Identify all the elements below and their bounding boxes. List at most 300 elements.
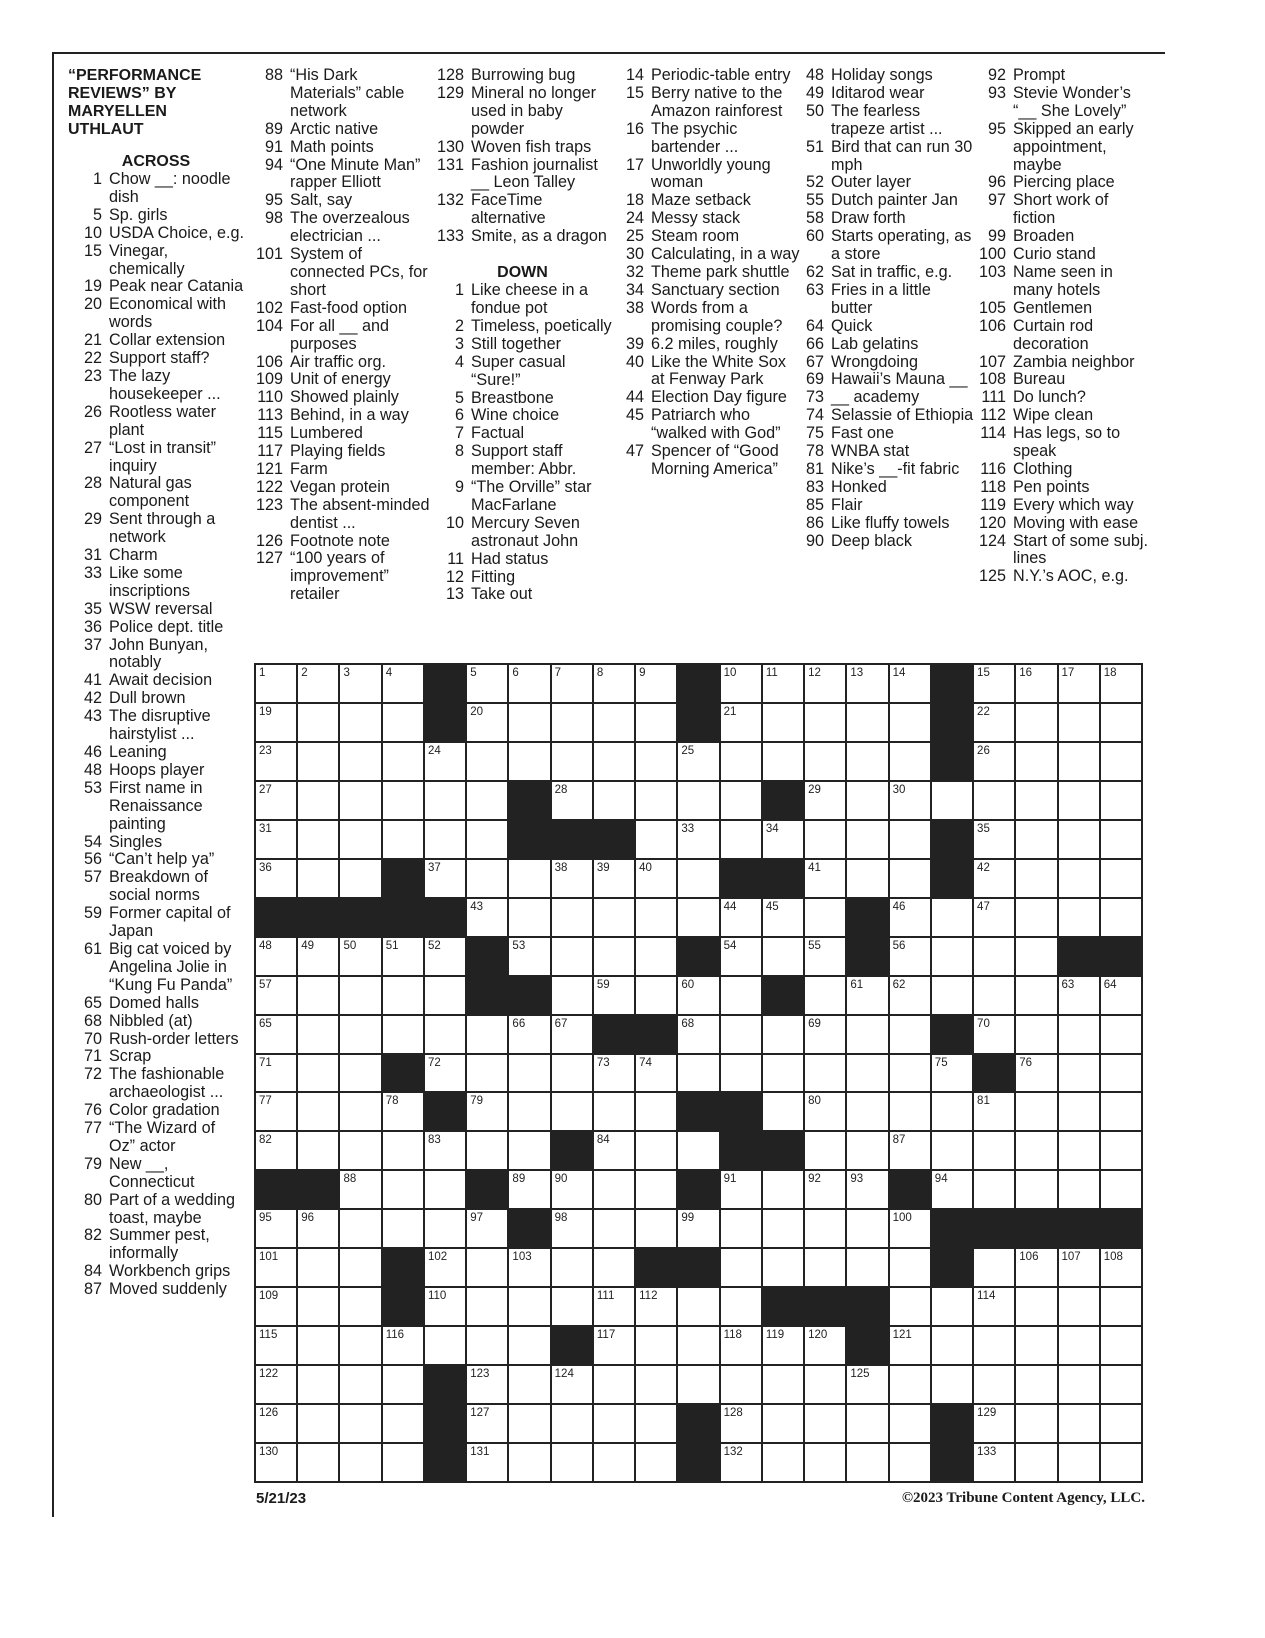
grid-cell[interactable] bbox=[552, 1171, 592, 1208]
grid-cell[interactable] bbox=[974, 704, 1014, 741]
grid-cell[interactable] bbox=[383, 977, 423, 1014]
grid-cell[interactable] bbox=[552, 899, 592, 936]
grid-cell[interactable] bbox=[636, 1132, 676, 1169]
grid-cell[interactable] bbox=[467, 1366, 507, 1403]
grid-cell[interactable] bbox=[721, 1249, 761, 1286]
grid-cell[interactable] bbox=[678, 1016, 718, 1053]
grid-cell[interactable] bbox=[340, 1093, 380, 1130]
grid-cell[interactable] bbox=[1101, 1405, 1141, 1442]
grid-cell[interactable] bbox=[1059, 1055, 1099, 1092]
grid-cell[interactable] bbox=[340, 977, 380, 1014]
grid-cell[interactable] bbox=[763, 1444, 803, 1481]
grid-cell[interactable] bbox=[383, 704, 423, 741]
grid-cell[interactable] bbox=[467, 899, 507, 936]
grid-cell[interactable] bbox=[721, 1444, 761, 1481]
grid-cell[interactable] bbox=[509, 1055, 549, 1092]
grid-cell[interactable] bbox=[1101, 1327, 1141, 1364]
grid-cell[interactable] bbox=[1101, 1171, 1141, 1208]
grid-cell[interactable] bbox=[890, 977, 930, 1014]
grid-cell[interactable] bbox=[383, 821, 423, 858]
grid-cell[interactable] bbox=[256, 1366, 296, 1403]
grid-cell[interactable] bbox=[425, 743, 465, 780]
grid-cell[interactable] bbox=[467, 1210, 507, 1247]
grid-cell[interactable] bbox=[552, 1288, 592, 1325]
grid-cell[interactable] bbox=[256, 1016, 296, 1053]
grid-cell[interactable] bbox=[425, 1055, 465, 1092]
grid-cell[interactable] bbox=[425, 938, 465, 975]
grid-cell[interactable] bbox=[932, 899, 972, 936]
grid-cell[interactable] bbox=[298, 782, 338, 819]
grid-cell[interactable] bbox=[552, 1210, 592, 1247]
grid-cell[interactable] bbox=[594, 1132, 634, 1169]
grid-cell[interactable] bbox=[974, 1093, 1014, 1130]
grid-cell[interactable] bbox=[678, 821, 718, 858]
grid-cell[interactable] bbox=[340, 1210, 380, 1247]
grid-cell[interactable] bbox=[847, 977, 887, 1014]
grid-cell[interactable] bbox=[552, 1249, 592, 1286]
grid-cell[interactable] bbox=[678, 899, 718, 936]
grid-cell[interactable] bbox=[1059, 1132, 1099, 1169]
grid-cell[interactable] bbox=[847, 1210, 887, 1247]
grid-cell[interactable] bbox=[1016, 1327, 1056, 1364]
grid-cell[interactable] bbox=[1016, 860, 1056, 897]
grid-cell[interactable] bbox=[974, 1405, 1014, 1442]
grid-cell[interactable] bbox=[298, 977, 338, 1014]
grid-cell[interactable] bbox=[1059, 1405, 1099, 1442]
grid-cell[interactable] bbox=[256, 1327, 296, 1364]
grid-cell[interactable] bbox=[298, 938, 338, 975]
grid-cell[interactable] bbox=[974, 938, 1014, 975]
grid-cell[interactable] bbox=[298, 1327, 338, 1364]
grid-cell[interactable] bbox=[1059, 821, 1099, 858]
grid-cell[interactable] bbox=[467, 1327, 507, 1364]
grid-cell[interactable] bbox=[509, 1366, 549, 1403]
grid-cell[interactable] bbox=[509, 1444, 549, 1481]
grid-cell[interactable] bbox=[805, 821, 845, 858]
grid-cell[interactable] bbox=[974, 782, 1014, 819]
grid-cell[interactable] bbox=[340, 821, 380, 858]
grid-cell[interactable] bbox=[678, 1210, 718, 1247]
grid-cell[interactable] bbox=[1016, 1405, 1056, 1442]
grid-cell[interactable] bbox=[425, 1288, 465, 1325]
grid-cell[interactable] bbox=[890, 1016, 930, 1053]
grid-cell[interactable] bbox=[932, 1093, 972, 1130]
grid-cell[interactable] bbox=[805, 1249, 845, 1286]
grid-cell[interactable] bbox=[932, 938, 972, 975]
grid-cell[interactable] bbox=[678, 1327, 718, 1364]
grid-cell[interactable] bbox=[298, 1016, 338, 1053]
grid-cell[interactable] bbox=[1059, 704, 1099, 741]
grid-cell[interactable] bbox=[1059, 860, 1099, 897]
grid-cell[interactable] bbox=[763, 821, 803, 858]
grid-cell[interactable] bbox=[383, 1366, 423, 1403]
grid-cell[interactable] bbox=[678, 1132, 718, 1169]
grid-cell[interactable] bbox=[552, 1444, 592, 1481]
grid-cell[interactable] bbox=[1059, 743, 1099, 780]
grid-cell[interactable] bbox=[974, 977, 1014, 1014]
grid-cell[interactable] bbox=[1016, 977, 1056, 1014]
grid-cell[interactable] bbox=[1101, 977, 1141, 1014]
grid-cell[interactable] bbox=[678, 1055, 718, 1092]
grid-cell[interactable] bbox=[383, 1132, 423, 1169]
grid-cell[interactable] bbox=[763, 704, 803, 741]
grid-cell[interactable] bbox=[974, 743, 1014, 780]
grid-cell[interactable] bbox=[636, 1444, 676, 1481]
grid-cell[interactable] bbox=[932, 1132, 972, 1169]
grid-cell[interactable] bbox=[678, 977, 718, 1014]
grid-cell[interactable] bbox=[383, 1210, 423, 1247]
grid-cell[interactable] bbox=[763, 1093, 803, 1130]
grid-cell[interactable] bbox=[340, 1288, 380, 1325]
grid-cell[interactable] bbox=[425, 977, 465, 1014]
grid-cell[interactable] bbox=[890, 938, 930, 975]
grid-cell[interactable] bbox=[678, 1288, 718, 1325]
grid-cell[interactable] bbox=[298, 1055, 338, 1092]
grid-cell[interactable] bbox=[467, 743, 507, 780]
grid-cell[interactable] bbox=[721, 1366, 761, 1403]
grid-cell[interactable] bbox=[805, 1327, 845, 1364]
grid-cell[interactable] bbox=[1059, 665, 1099, 702]
grid-cell[interactable] bbox=[340, 1327, 380, 1364]
grid-cell[interactable] bbox=[721, 1327, 761, 1364]
grid-cell[interactable] bbox=[594, 1366, 634, 1403]
grid-cell[interactable] bbox=[467, 704, 507, 741]
grid-cell[interactable] bbox=[1016, 1132, 1056, 1169]
grid-cell[interactable] bbox=[721, 1016, 761, 1053]
grid-cell[interactable] bbox=[763, 1016, 803, 1053]
grid-cell[interactable] bbox=[467, 1055, 507, 1092]
grid-cell[interactable] bbox=[552, 1366, 592, 1403]
grid-cell[interactable] bbox=[256, 1288, 296, 1325]
grid-cell[interactable] bbox=[847, 665, 887, 702]
grid-cell[interactable] bbox=[721, 821, 761, 858]
grid-cell[interactable] bbox=[636, 743, 676, 780]
grid-cell[interactable] bbox=[678, 1366, 718, 1403]
grid-cell[interactable] bbox=[509, 1327, 549, 1364]
grid-cell[interactable] bbox=[932, 1055, 972, 1092]
grid-cell[interactable] bbox=[383, 782, 423, 819]
grid-cell[interactable] bbox=[805, 1210, 845, 1247]
grid-cell[interactable] bbox=[594, 1171, 634, 1208]
grid-cell[interactable] bbox=[890, 1093, 930, 1130]
grid-cell[interactable] bbox=[425, 1327, 465, 1364]
grid-cell[interactable] bbox=[256, 1132, 296, 1169]
grid-cell[interactable] bbox=[636, 977, 676, 1014]
grid-cell[interactable] bbox=[1016, 1249, 1056, 1286]
grid-cell[interactable] bbox=[763, 1405, 803, 1442]
grid-cell[interactable] bbox=[1059, 1366, 1099, 1403]
grid-cell[interactable] bbox=[594, 1444, 634, 1481]
grid-cell[interactable] bbox=[1016, 1016, 1056, 1053]
grid-cell[interactable] bbox=[340, 1444, 380, 1481]
grid-cell[interactable] bbox=[425, 1210, 465, 1247]
grid-cell[interactable] bbox=[847, 1093, 887, 1130]
grid-cell[interactable] bbox=[805, 1132, 845, 1169]
grid-cell[interactable] bbox=[805, 1016, 845, 1053]
grid-cell[interactable] bbox=[594, 1055, 634, 1092]
grid-cell[interactable] bbox=[340, 665, 380, 702]
grid-cell[interactable] bbox=[298, 1288, 338, 1325]
grid-cell[interactable] bbox=[383, 1016, 423, 1053]
grid-cell[interactable] bbox=[763, 1210, 803, 1247]
grid-cell[interactable] bbox=[847, 821, 887, 858]
grid-cell[interactable] bbox=[847, 1366, 887, 1403]
grid-cell[interactable] bbox=[509, 1132, 549, 1169]
grid-cell[interactable] bbox=[467, 782, 507, 819]
grid-cell[interactable] bbox=[552, 743, 592, 780]
grid-cell[interactable] bbox=[636, 704, 676, 741]
grid-cell[interactable] bbox=[636, 1366, 676, 1403]
grid-cell[interactable] bbox=[594, 899, 634, 936]
grid-cell[interactable] bbox=[552, 704, 592, 741]
grid-cell[interactable] bbox=[890, 821, 930, 858]
grid-cell[interactable] bbox=[425, 782, 465, 819]
grid-cell[interactable] bbox=[932, 782, 972, 819]
grid-cell[interactable] bbox=[890, 1288, 930, 1325]
grid-cell[interactable] bbox=[805, 899, 845, 936]
grid-cell[interactable] bbox=[847, 1171, 887, 1208]
grid-cell[interactable] bbox=[552, 938, 592, 975]
grid-cell[interactable] bbox=[256, 1093, 296, 1130]
grid-cell[interactable] bbox=[721, 938, 761, 975]
grid-cell[interactable] bbox=[383, 1327, 423, 1364]
grid-cell[interactable] bbox=[1059, 1016, 1099, 1053]
grid-cell[interactable] bbox=[340, 704, 380, 741]
grid-cell[interactable] bbox=[509, 1288, 549, 1325]
grid-cell[interactable] bbox=[1016, 1093, 1056, 1130]
grid-cell[interactable] bbox=[805, 977, 845, 1014]
grid-cell[interactable] bbox=[636, 1055, 676, 1092]
grid-cell[interactable] bbox=[1101, 1288, 1141, 1325]
grid-cell[interactable] bbox=[890, 860, 930, 897]
grid-cell[interactable] bbox=[298, 1366, 338, 1403]
grid-cell[interactable] bbox=[298, 860, 338, 897]
grid-cell[interactable] bbox=[298, 1132, 338, 1169]
grid-cell[interactable] bbox=[256, 938, 296, 975]
grid-cell[interactable] bbox=[636, 821, 676, 858]
grid-cell[interactable] bbox=[847, 1444, 887, 1481]
grid-cell[interactable] bbox=[932, 1366, 972, 1403]
grid-cell[interactable] bbox=[763, 899, 803, 936]
grid-cell[interactable] bbox=[847, 743, 887, 780]
grid-cell[interactable] bbox=[890, 1210, 930, 1247]
grid-cell[interactable] bbox=[974, 1249, 1014, 1286]
grid-cell[interactable] bbox=[383, 1171, 423, 1208]
grid-cell[interactable] bbox=[552, 1016, 592, 1053]
grid-cell[interactable] bbox=[636, 1405, 676, 1442]
grid-cell[interactable] bbox=[805, 1444, 845, 1481]
grid-cell[interactable] bbox=[298, 1093, 338, 1130]
grid-cell[interactable] bbox=[256, 1055, 296, 1092]
grid-cell[interactable] bbox=[678, 743, 718, 780]
grid-cell[interactable] bbox=[594, 977, 634, 1014]
grid-cell[interactable] bbox=[425, 1016, 465, 1053]
grid-cell[interactable] bbox=[383, 1444, 423, 1481]
grid-cell[interactable] bbox=[383, 1405, 423, 1442]
grid-cell[interactable] bbox=[805, 782, 845, 819]
grid-cell[interactable] bbox=[763, 665, 803, 702]
grid-cell[interactable] bbox=[1059, 977, 1099, 1014]
grid-cell[interactable] bbox=[467, 1016, 507, 1053]
grid-cell[interactable] bbox=[721, 782, 761, 819]
grid-cell[interactable] bbox=[298, 821, 338, 858]
grid-cell[interactable] bbox=[340, 1249, 380, 1286]
grid-cell[interactable] bbox=[1016, 1171, 1056, 1208]
grid-cell[interactable] bbox=[594, 782, 634, 819]
grid-cell[interactable] bbox=[721, 899, 761, 936]
grid-cell[interactable] bbox=[636, 1093, 676, 1130]
grid-cell[interactable] bbox=[974, 899, 1014, 936]
grid-cell[interactable] bbox=[1101, 1055, 1141, 1092]
grid-cell[interactable] bbox=[805, 704, 845, 741]
grid-cell[interactable] bbox=[1101, 1366, 1141, 1403]
grid-cell[interactable] bbox=[552, 1405, 592, 1442]
grid-cell[interactable] bbox=[847, 704, 887, 741]
grid-cell[interactable] bbox=[1059, 899, 1099, 936]
grid-cell[interactable] bbox=[890, 1327, 930, 1364]
grid-cell[interactable] bbox=[467, 1093, 507, 1130]
grid-cell[interactable] bbox=[678, 782, 718, 819]
grid-cell[interactable] bbox=[1101, 1444, 1141, 1481]
grid-cell[interactable] bbox=[932, 977, 972, 1014]
grid-cell[interactable] bbox=[256, 860, 296, 897]
grid-cell[interactable] bbox=[1016, 1444, 1056, 1481]
grid-cell[interactable] bbox=[298, 1405, 338, 1442]
grid-cell[interactable] bbox=[467, 821, 507, 858]
grid-cell[interactable] bbox=[847, 782, 887, 819]
grid-cell[interactable] bbox=[763, 1366, 803, 1403]
grid-cell[interactable] bbox=[383, 938, 423, 975]
grid-cell[interactable] bbox=[256, 1405, 296, 1442]
grid-cell[interactable] bbox=[721, 704, 761, 741]
grid-cell[interactable] bbox=[763, 1327, 803, 1364]
grid-cell[interactable] bbox=[1016, 938, 1056, 975]
grid-cell[interactable] bbox=[1059, 1249, 1099, 1286]
grid-cell[interactable] bbox=[509, 1405, 549, 1442]
grid-cell[interactable] bbox=[763, 743, 803, 780]
grid-cell[interactable] bbox=[467, 1288, 507, 1325]
grid-cell[interactable] bbox=[974, 665, 1014, 702]
grid-cell[interactable] bbox=[467, 1249, 507, 1286]
grid-cell[interactable] bbox=[467, 1405, 507, 1442]
grid-cell[interactable] bbox=[256, 1210, 296, 1247]
grid-cell[interactable] bbox=[1016, 704, 1056, 741]
grid-cell[interactable] bbox=[1059, 1327, 1099, 1364]
grid-cell[interactable] bbox=[974, 1016, 1014, 1053]
grid-cell[interactable] bbox=[594, 743, 634, 780]
grid-cell[interactable] bbox=[298, 1210, 338, 1247]
grid-cell[interactable] bbox=[721, 743, 761, 780]
grid-cell[interactable] bbox=[1059, 1288, 1099, 1325]
grid-cell[interactable] bbox=[805, 1171, 845, 1208]
grid-cell[interactable] bbox=[1016, 1055, 1056, 1092]
grid-cell[interactable] bbox=[298, 1444, 338, 1481]
grid-cell[interactable] bbox=[805, 860, 845, 897]
grid-cell[interactable] bbox=[932, 1327, 972, 1364]
grid-cell[interactable] bbox=[1016, 665, 1056, 702]
grid-cell[interactable] bbox=[721, 665, 761, 702]
grid-cell[interactable] bbox=[805, 743, 845, 780]
grid-cell[interactable] bbox=[847, 1016, 887, 1053]
grid-cell[interactable] bbox=[509, 1171, 549, 1208]
grid-cell[interactable] bbox=[340, 782, 380, 819]
grid-cell[interactable] bbox=[425, 860, 465, 897]
grid-cell[interactable] bbox=[509, 899, 549, 936]
grid-cell[interactable] bbox=[636, 1171, 676, 1208]
grid-cell[interactable] bbox=[594, 938, 634, 975]
grid-cell[interactable] bbox=[594, 1093, 634, 1130]
grid-cell[interactable] bbox=[890, 1055, 930, 1092]
grid-cell[interactable] bbox=[256, 821, 296, 858]
grid-cell[interactable] bbox=[805, 1093, 845, 1130]
grid-cell[interactable] bbox=[721, 1210, 761, 1247]
grid-cell[interactable] bbox=[509, 1249, 549, 1286]
grid-cell[interactable] bbox=[340, 1016, 380, 1053]
grid-cell[interactable] bbox=[298, 1249, 338, 1286]
grid-cell[interactable] bbox=[256, 743, 296, 780]
grid-cell[interactable] bbox=[552, 1093, 592, 1130]
grid-cell[interactable] bbox=[1016, 782, 1056, 819]
grid-cell[interactable] bbox=[974, 1288, 1014, 1325]
grid-cell[interactable] bbox=[974, 821, 1014, 858]
grid-cell[interactable] bbox=[509, 743, 549, 780]
grid-cell[interactable] bbox=[974, 1171, 1014, 1208]
grid-cell[interactable] bbox=[340, 743, 380, 780]
grid-cell[interactable] bbox=[1101, 860, 1141, 897]
grid-cell[interactable] bbox=[890, 743, 930, 780]
grid-cell[interactable] bbox=[721, 1288, 761, 1325]
grid-cell[interactable] bbox=[1016, 899, 1056, 936]
grid-cell[interactable] bbox=[805, 1055, 845, 1092]
grid-cell[interactable] bbox=[721, 1405, 761, 1442]
grid-cell[interactable] bbox=[594, 1405, 634, 1442]
grid-cell[interactable] bbox=[1101, 665, 1141, 702]
grid-cell[interactable] bbox=[467, 665, 507, 702]
grid-cell[interactable] bbox=[890, 899, 930, 936]
grid-cell[interactable] bbox=[1016, 743, 1056, 780]
grid-cell[interactable] bbox=[425, 1132, 465, 1169]
grid-cell[interactable] bbox=[805, 1405, 845, 1442]
grid-cell[interactable] bbox=[721, 977, 761, 1014]
grid-cell[interactable] bbox=[594, 1210, 634, 1247]
grid-cell[interactable] bbox=[552, 977, 592, 1014]
grid-cell[interactable] bbox=[383, 665, 423, 702]
grid-cell[interactable] bbox=[890, 1132, 930, 1169]
grid-cell[interactable] bbox=[974, 1327, 1014, 1364]
grid-cell[interactable] bbox=[298, 704, 338, 741]
grid-cell[interactable] bbox=[340, 860, 380, 897]
grid-cell[interactable] bbox=[1016, 821, 1056, 858]
grid-cell[interactable] bbox=[974, 1366, 1014, 1403]
grid-cell[interactable] bbox=[636, 860, 676, 897]
grid-cell[interactable] bbox=[974, 1444, 1014, 1481]
grid-cell[interactable] bbox=[256, 704, 296, 741]
grid-cell[interactable] bbox=[932, 1171, 972, 1208]
grid-cell[interactable] bbox=[721, 1171, 761, 1208]
grid-cell[interactable] bbox=[636, 938, 676, 975]
grid-cell[interactable] bbox=[383, 743, 423, 780]
grid-cell[interactable] bbox=[1101, 782, 1141, 819]
grid-cell[interactable] bbox=[636, 1327, 676, 1364]
grid-cell[interactable] bbox=[974, 860, 1014, 897]
grid-cell[interactable] bbox=[890, 665, 930, 702]
grid-cell[interactable] bbox=[932, 1288, 972, 1325]
grid-cell[interactable] bbox=[594, 1249, 634, 1286]
grid-cell[interactable] bbox=[552, 1055, 592, 1092]
grid-cell[interactable] bbox=[636, 1210, 676, 1247]
grid-cell[interactable] bbox=[425, 1249, 465, 1286]
grid-cell[interactable] bbox=[340, 938, 380, 975]
